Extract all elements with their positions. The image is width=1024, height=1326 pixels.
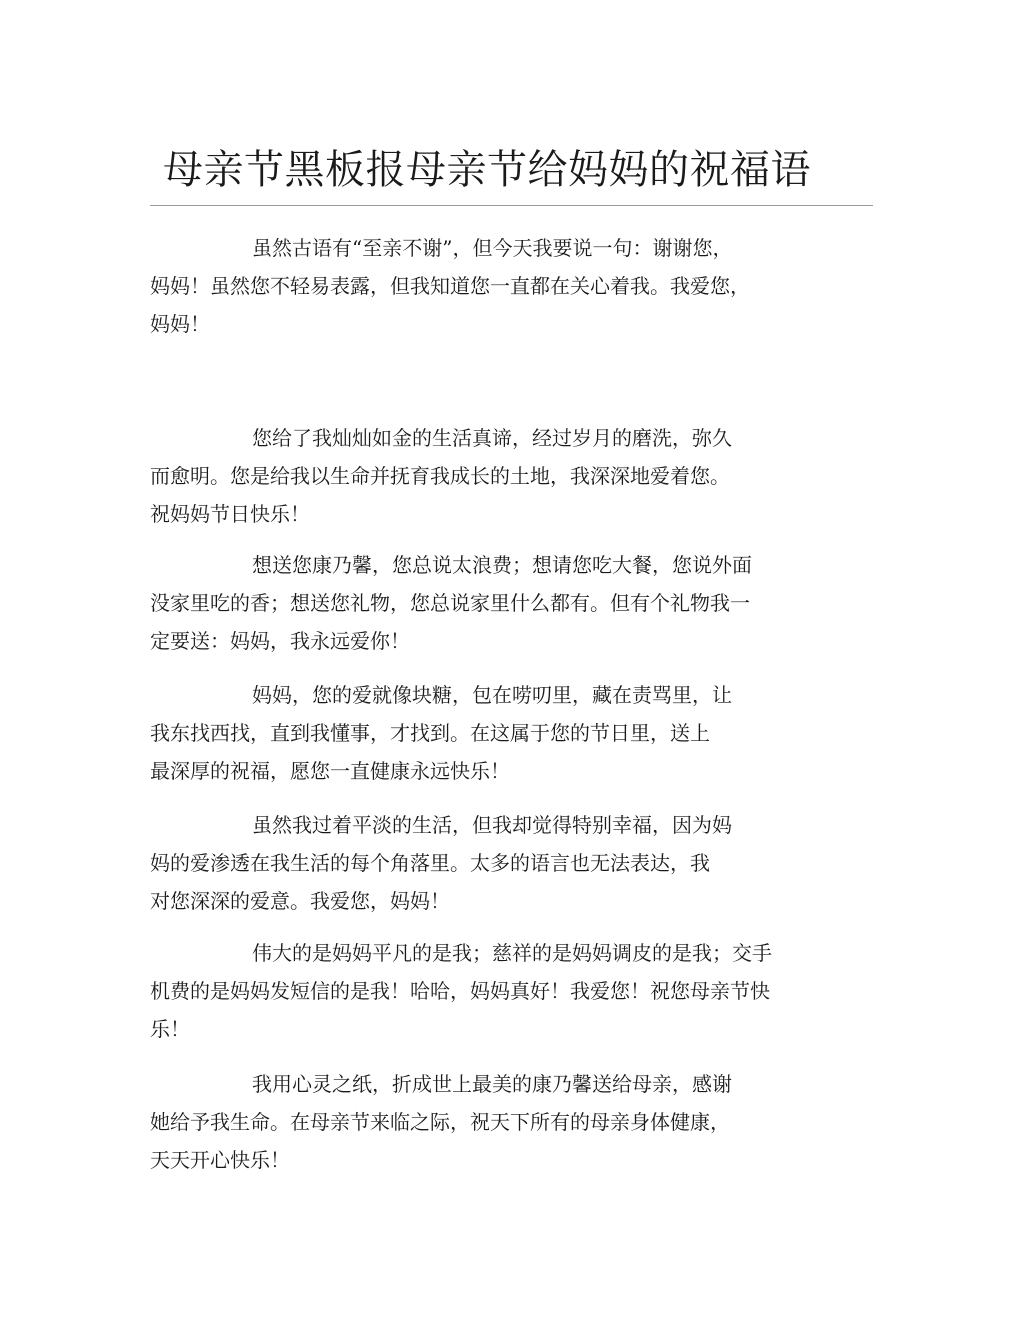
paragraph-5 xyxy=(150,806,860,920)
paragraph-line: 虽然古语有“至亲不谢”，但今天我要说一句：谢谢您， xyxy=(252,236,733,260)
paragraph-line: 祝妈妈节日快乐！ xyxy=(150,502,310,526)
paragraph-line: 最深厚的祝福，愿您一直健康永远快乐！ xyxy=(150,759,510,783)
paragraph-line: 妈妈！虽然您不轻易表露，但我知道您一直都在关心着我。我爱您， xyxy=(150,274,750,298)
paragraph-line: 没家里吃的香；想送您礼物，您总说家里什么都有。但有个礼物我一 xyxy=(150,591,750,615)
paragraph-line: 妈妈！ xyxy=(150,312,210,336)
paragraph-line: 乐！ xyxy=(150,1017,190,1041)
paragraph-line: 她给予我生命。在母亲节来临之际，祝天下所有的母亲身体健康， xyxy=(150,1110,730,1134)
paragraph-line: 妈妈，您的爱就像块糖，包在唠叨里，藏在责骂里，让 xyxy=(252,683,732,707)
paragraph-line: 机费的是妈妈发短信的是我！哈哈，妈妈真好！我爱您！祝您母亲节快 xyxy=(150,979,770,1003)
paragraph-line: 对您深深的爱意。我爱您，妈妈！ xyxy=(150,889,450,913)
document-title: 母亲节黑板报母亲节给妈妈的祝福语 xyxy=(163,147,811,193)
paragraph-line: 我东找西找，直到我懂事，才找到。在这属于您的节日里，送上 xyxy=(150,721,710,745)
paragraph-3 xyxy=(150,546,860,660)
title-divider xyxy=(150,205,873,206)
paragraph-2 xyxy=(150,419,860,533)
paragraph-line: 定要送：妈妈，我永远爱你！ xyxy=(150,629,410,653)
paragraph-line: 天天开心快乐！ xyxy=(150,1148,290,1172)
paragraph-7 xyxy=(150,1065,860,1179)
paragraph-line: 想送您康乃馨，您总说太浪费；想请您吃大餐，您说外面 xyxy=(252,553,752,577)
paragraph-line: 伟大的是妈妈平凡的是我；慈祥的是妈妈调皮的是我；交手 xyxy=(252,941,772,965)
paragraph-1 xyxy=(150,229,860,343)
paragraph-line: 而愈明。您是给我以生命并抚育我成长的土地，我深深地爱着您。 xyxy=(150,464,730,488)
paragraph-line: 我用心灵之纸，折成世上最美的康乃馨送给母亲，感谢 xyxy=(252,1072,732,1096)
paragraph-4 xyxy=(150,676,860,790)
paragraph-line: 您给了我灿灿如金的生活真谛，经过岁月的磨洗，弥久 xyxy=(252,426,732,450)
paragraph-line: 虽然我过着平淡的生活，但我却觉得特别幸福，因为妈 xyxy=(252,813,732,837)
paragraph-line: 妈的爱渗透在我生活的每个角落里。太多的语言也无法表达，我 xyxy=(150,851,710,875)
paragraph-6 xyxy=(150,934,860,1048)
